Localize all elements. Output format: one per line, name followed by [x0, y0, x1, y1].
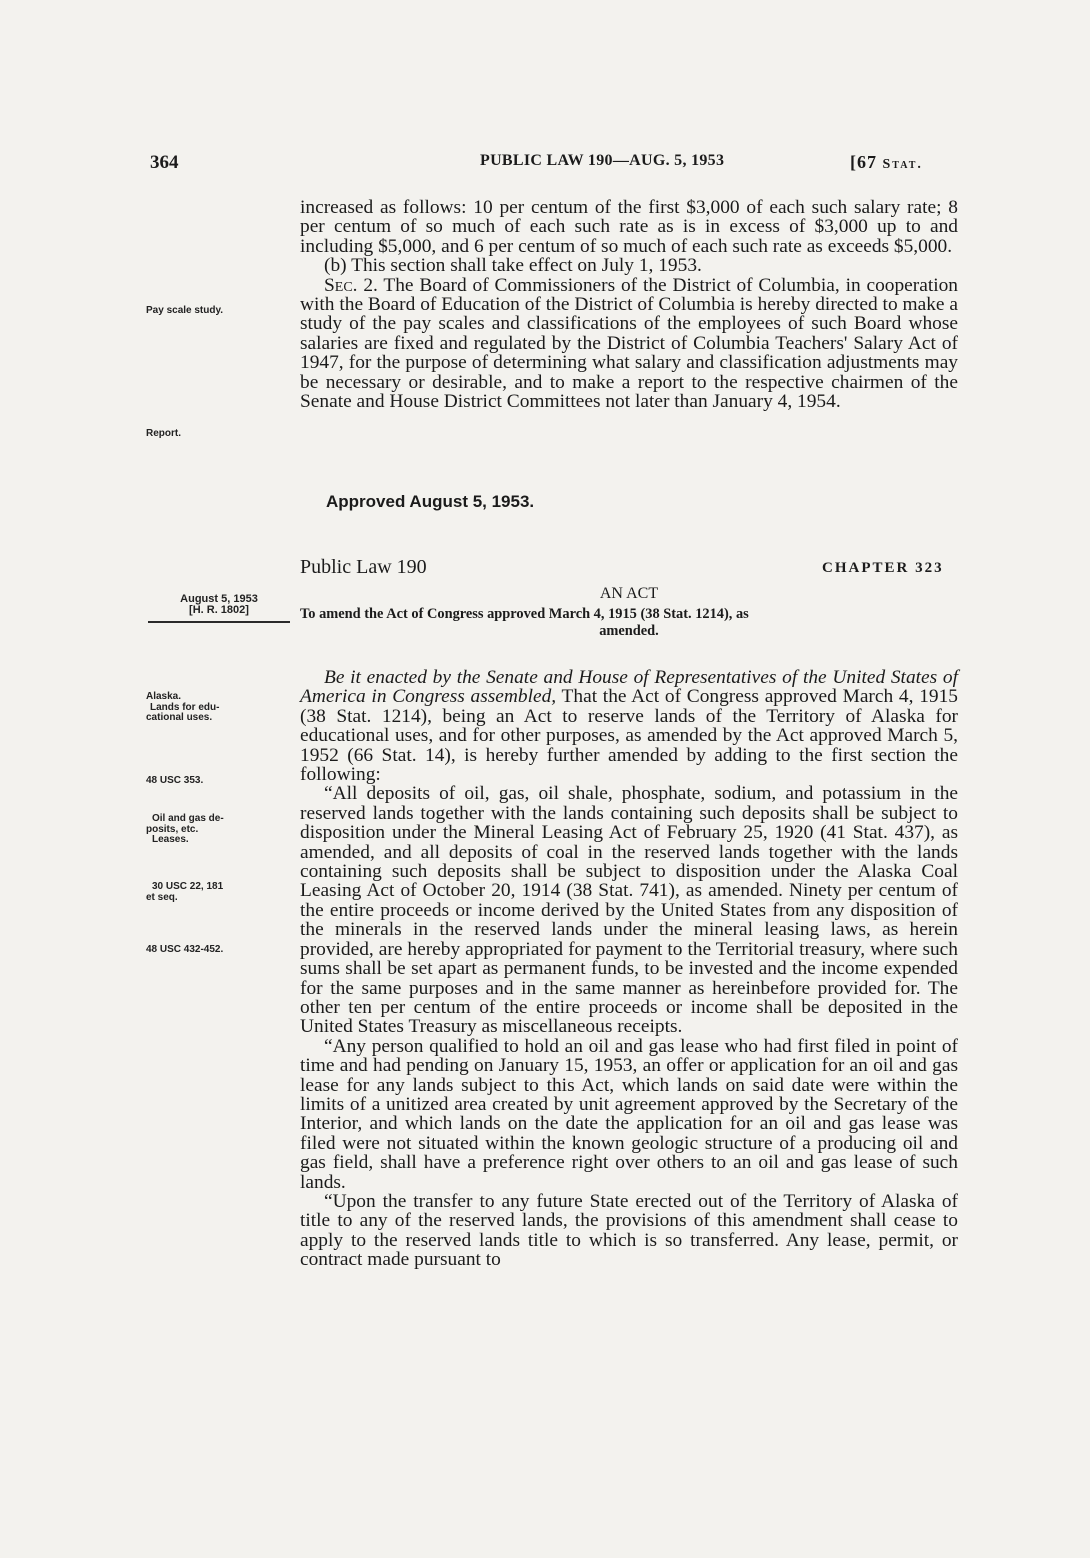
salary-paragraph: increased as follows: 10 per centum of the first $3,000 of each such salary rate; 8 per centum of so much of each such rate as is in excess of $3,000 up to and including $5,000, and 6 per centum of so much of each such rate as exceeds $5,000.: [300, 197, 958, 257]
act-title-line-2: amended.: [599, 623, 659, 639]
margin-pay-scale: Pay scale study.: [146, 305, 224, 316]
stat-prefix: [67: [850, 152, 883, 172]
margin-30-usc-line-2: et seq.: [146, 891, 178, 903]
enacting-italic: Be it enacted by the Senate and House of Representatives of the United States of America in Congress assembled,: [300, 667, 958, 708]
margin-divider: [148, 621, 290, 623]
margin-oil-line-2: posits, etc.: [146, 823, 199, 835]
enacting-clause: [300, 668, 958, 784]
effective-date-paragraph: (b) This section shall take effect on July 1, 1953.: [324, 255, 702, 277]
margin-30-usc: [146, 882, 292, 903]
margin-30-usc-line-1: 30 USC 22, 181: [152, 881, 224, 892]
margin-bill-line: [H. R. 1802]: [189, 603, 249, 616]
margin-date-line: August 5, 1953: [180, 593, 258, 605]
deposits-paragraph: “All deposits of oil, gas, oil shale, phosphate, sodium, and potassium in the reserved lands together with the lands containing such deposits shall be subject to disposition under the Mineral Leasing Act of February 25, 1920 (41 Stat. 437), as amended, and all deposits of coal in the reserved lands together with the lands containing such deposits shall be subject to disposition under the Alaska Coal Leasing Act of October 20, 1914 (38 Stat. 741), as amended. Ninety per centum of the entire proceeds or income derived by the United States from any disposition of the minerals in the reserved lands under the mineral leasing laws, as herein provided, are hereby appropriated for payment to the Territorial treasury, where such sums shall be set apart as permanent funds, to be invested and the income expended for the same purposes and in the same manner as hereinbefore provided for. The other ten per centum of the entire proceeds or income shall be deposited in the United States Treasury as miscellaneous receipts.: [300, 783, 958, 1038]
page-number: 364: [150, 152, 179, 173]
margin-alaska: [146, 692, 292, 724]
margin-oil-line-1: Oil and gas de-: [152, 813, 224, 824]
margin-lands-line-1: Lands for edu-: [150, 701, 220, 713]
enacting-text: That the Act of Congress approved March 4, 1915 (38 Stat. 1214), being an Act to reserve lands of the Territory of Alaska for educational uses, and for other purposes, as amended by the Act approved March 5, 1952 (66 Stat. 14), is hereby further amended by adding to the first section the following:: [300, 686, 958, 786]
margin-leases-line: Leases.: [152, 834, 189, 845]
section-2-paragraph: [300, 276, 958, 412]
chapter-label: CHAPTER 323: [822, 560, 944, 576]
margin-oil-gas: [146, 814, 292, 846]
sec-label: Sec.: [324, 274, 358, 296]
lease-preference-paragraph: “Any person qualified to hold an oil and gas lease who had first filed in point of time and had pending on January 15, 1953, an offer or application for an oil and gas lease for any lands subject to this Act, which lands on said date were within the limits of a unitized area created by unit agreement approved by the Secretary of the Interior, and which lands on the date the application for an oil and gas lease was filed were not situated within the known geologic structure of a producing oil and gas field, shall have a preference right over others to an oil and gas lease of such lands.: [300, 1035, 958, 1193]
body-top: [300, 198, 958, 411]
act-title: [300, 606, 958, 640]
stat-reference: [850, 152, 923, 173]
margin-report: Report.: [146, 428, 181, 439]
approved-line: Approved August 5, 1953.: [326, 492, 535, 511]
margin-alaska-line: Alaska.: [146, 691, 182, 702]
body-main: [300, 668, 958, 1270]
section-2-text: 2. The Board of Commissioners of the District of Columbia, in cooperation with the Board of Education of the District of Columbia is hereby directed to make a study of the pay scales and classifications of the employees of such Board whose salaries are fixed and regulated by the District of Columbia Teachers' Salary Act of 1947, for the purpose of determining what salary and classification adjustments may be necessary or desirable, and to make a report to the respective chairmen of the Senate and House District Committees not later than January 4, 1954.: [300, 274, 958, 413]
act-title-line-1: To amend the Act of Congress approved March 4, 1915 (38 Stat. 1214), as: [300, 606, 749, 622]
margin-48-usc-353: 48 USC 353.: [146, 775, 204, 786]
transfer-paragraph: “Upon the transfer to any future State erected out of the Territory of Alaska of title to any of the reserved lands, the provisions of this amendment shall cease to apply to the reserved lands title to which is so transferred. Any lease, permit, or contract made pursuant to: [300, 1190, 958, 1271]
margin-date: [146, 594, 292, 615]
an-act-heading: AN ACT: [599, 585, 659, 602]
stat-label: Stat.: [882, 157, 923, 172]
public-law-label: Public Law 190: [300, 556, 427, 578]
margin-48-usc-432: 48 USC 432-452.: [146, 944, 224, 955]
running-title: PUBLIC LAW 190—AUG. 5, 1953: [480, 152, 725, 169]
margin-lands-line-2: cational uses.: [146, 712, 213, 723]
